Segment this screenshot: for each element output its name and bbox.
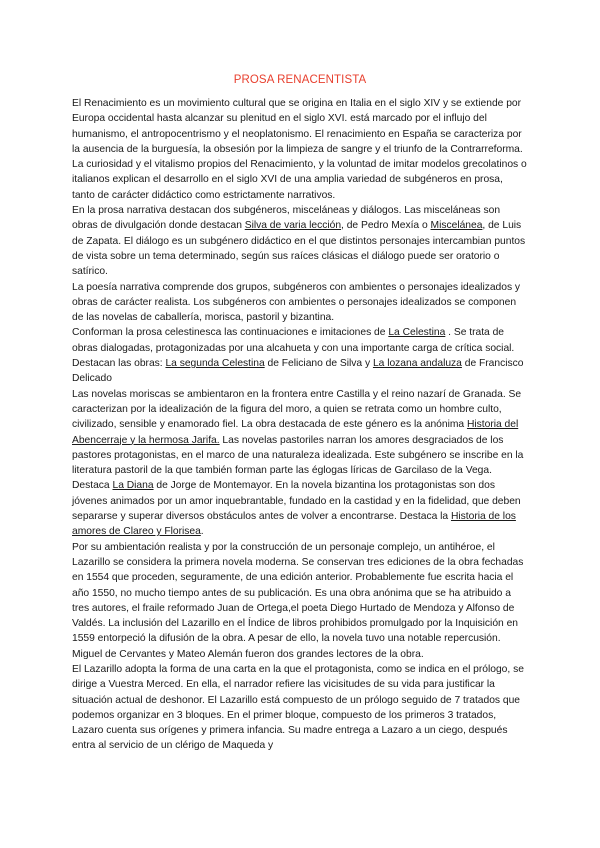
work-title-miscelanea: Miscelánea: [430, 220, 483, 232]
work-title-lozana-andaluza: La lozana andaluza: [372, 358, 462, 370]
paragraph-renacimiento: El Renacimiento es un movimiento cultural que se origina en Italia en el siglo XIV y se extiende por Europa occidental hasta alcanzar su plenitud en el siglo XVI. está marcado por el influjo del humanismo, el antropocentrismo y el neoplatonismo. El renacimiento en España se caracteriza por la ausencia de la burguesía, la obsesión por la limpieza de sangre y el triunfo de la Contrarreforma. La curiosidad y el vitalismo propios del Renacimiento, y la voluntad de imitar modelos grecolatinos o italianos explican el desarrollo en el siglo XVI de una amplia variedad de subgéneros en prosa, tanto de carácter didáctico como estrictamente narrativos.: [72, 98, 527, 201]
paragraph-poesia-narrativa: La poesía narrativa comprende dos grupos, subgéneros con ambientes o personajes idealizados y obras de carácter realista. Los subgéneros con ambientes o personajes idealizados se componen de las novelas de caballería, morisca, pastoril y bizantina.: [72, 281, 521, 324]
work-title-silva: Silva de varia lección: [244, 220, 342, 232]
work-title-abencerraje: Historia del Abencerraje y la hermosa Jarifa.: [72, 419, 519, 446]
paragraph-celestinesca: [72, 325, 528, 386]
work-title-clareo-florisea: Historia de los amores de Clareo y Florisea: [72, 511, 516, 538]
text-span: En la prosa narrativa destacan dos subgéneros, misceláneas y diálogos. Las misceláneas son obras de divulgación donde destacan: [72, 205, 501, 232]
text-span: .: [200, 526, 204, 538]
text-span: , de Luis de Zapata. El diálogo es un subgénero didáctico en el que distintos personajes intercambian puntos de vista sobre un tema determinado, según sus raíces clásicas el diálogo puede ser oratorio o satírico.: [72, 220, 526, 278]
document-page: [72, 72, 528, 754]
work-title-segunda-celestina: La segunda Celestina: [165, 358, 265, 370]
text-span: . Se trata de obras dialogadas, protagonizadas por una alcahueta y con una importante carga de crítica social. Destacan las obras:: [72, 327, 515, 370]
work-title-la-celestina: La Celestina: [388, 327, 446, 339]
text-span: Las novelas moriscas se ambientaron en la frontera entre Castilla y el reino nazarí de Granada. Se caracterizan por la idealización de la figura del moro, a quien se retrata como un hombre culto, civilizado, sensible y enamorado fiel. La obra destacada de este género es la anónima: [72, 388, 522, 431]
paragraph-miscelaneas-dialogos: [72, 203, 528, 279]
paragraph-lazarillo-estructura: El Lazarillo adopta la forma de una carta en la que el protagonista, como se indica en el prólogo, se dirige a Vuestra Merced. En ella, el narrador refiere las vicisitudes de su vida para justificar la situación actual de deshonor. El Lazarillo está compuesto de un prólogo seguido de 7 tratados que podemos organizar en 3 bloques. En el primer bloque, compuesto de los primeros 3 tratados, Lazaro cuenta sus orígenes y primera infancia. Su madre entrega a Lazaro a un ciego, después entra al servicio de un clérigo de Maqueda y: [72, 663, 524, 752]
document-title: PROSA RENACENTISTA: [233, 74, 367, 86]
paragraph-moriscas-pastoriles-bizantinas: [72, 387, 528, 540]
text-span: de Jorge de Montemayor. En la novela bizantina los protagonistas son dos jóvenes animados por un amor inquebrantable, fundado en la castidad y en la fidelidad, que deben separarse y superar diversos obstáculos antes de volver a encontrarse. Destaca la: [72, 480, 521, 523]
text-span: , de Pedro Mexía o: [341, 220, 431, 232]
paragraph-lazarillo-intro: Por su ambientación realista y por la construcción de un personaje complejo, un antihéroe, el Lazarillo se considera la primera novela moderna. Se conservan tres ediciones de la obra fechadas en 1554 que proceden, seguramente, de una edición anterior. Probablemente fue escrita hacia el año 1550, no mucho tiempo antes de su publicación. Es una obra anónima que se ha atribuido a tres autores, el fraile reformado Juan de Ortega,el poeta Diego Hurtado de Mendoza y Alfonso de Valdés. La inclusión del Lazarillo en el Índice de libros prohibidos promulgado por la Inquisición en 1559 entorpeció la difusión de la obra. A pesar de ello, la novela tuvo una notable repercusión. Miguel de Cervantes y Mateo Alemán fueron dos grandes lectores de la obra.: [72, 541, 524, 660]
text-span: Conforman la prosa celestinesca las continuaciones e imitaciones de: [72, 327, 389, 339]
text-span: de Francisco Delicado: [72, 358, 524, 385]
text-span: Las novelas pastoriles narran los amores desgraciados de los pastores protagonistas, en el marco de una naturaleza idealizada. Este subgénero se inscribe en la literatura pastoril de la que también forman parte las églogas líricas de Garcilaso de la Vega. Destaca: [72, 434, 524, 492]
text-span: de Feliciano de Silva y: [264, 358, 373, 370]
work-title-la-diana: La Diana: [112, 480, 154, 492]
